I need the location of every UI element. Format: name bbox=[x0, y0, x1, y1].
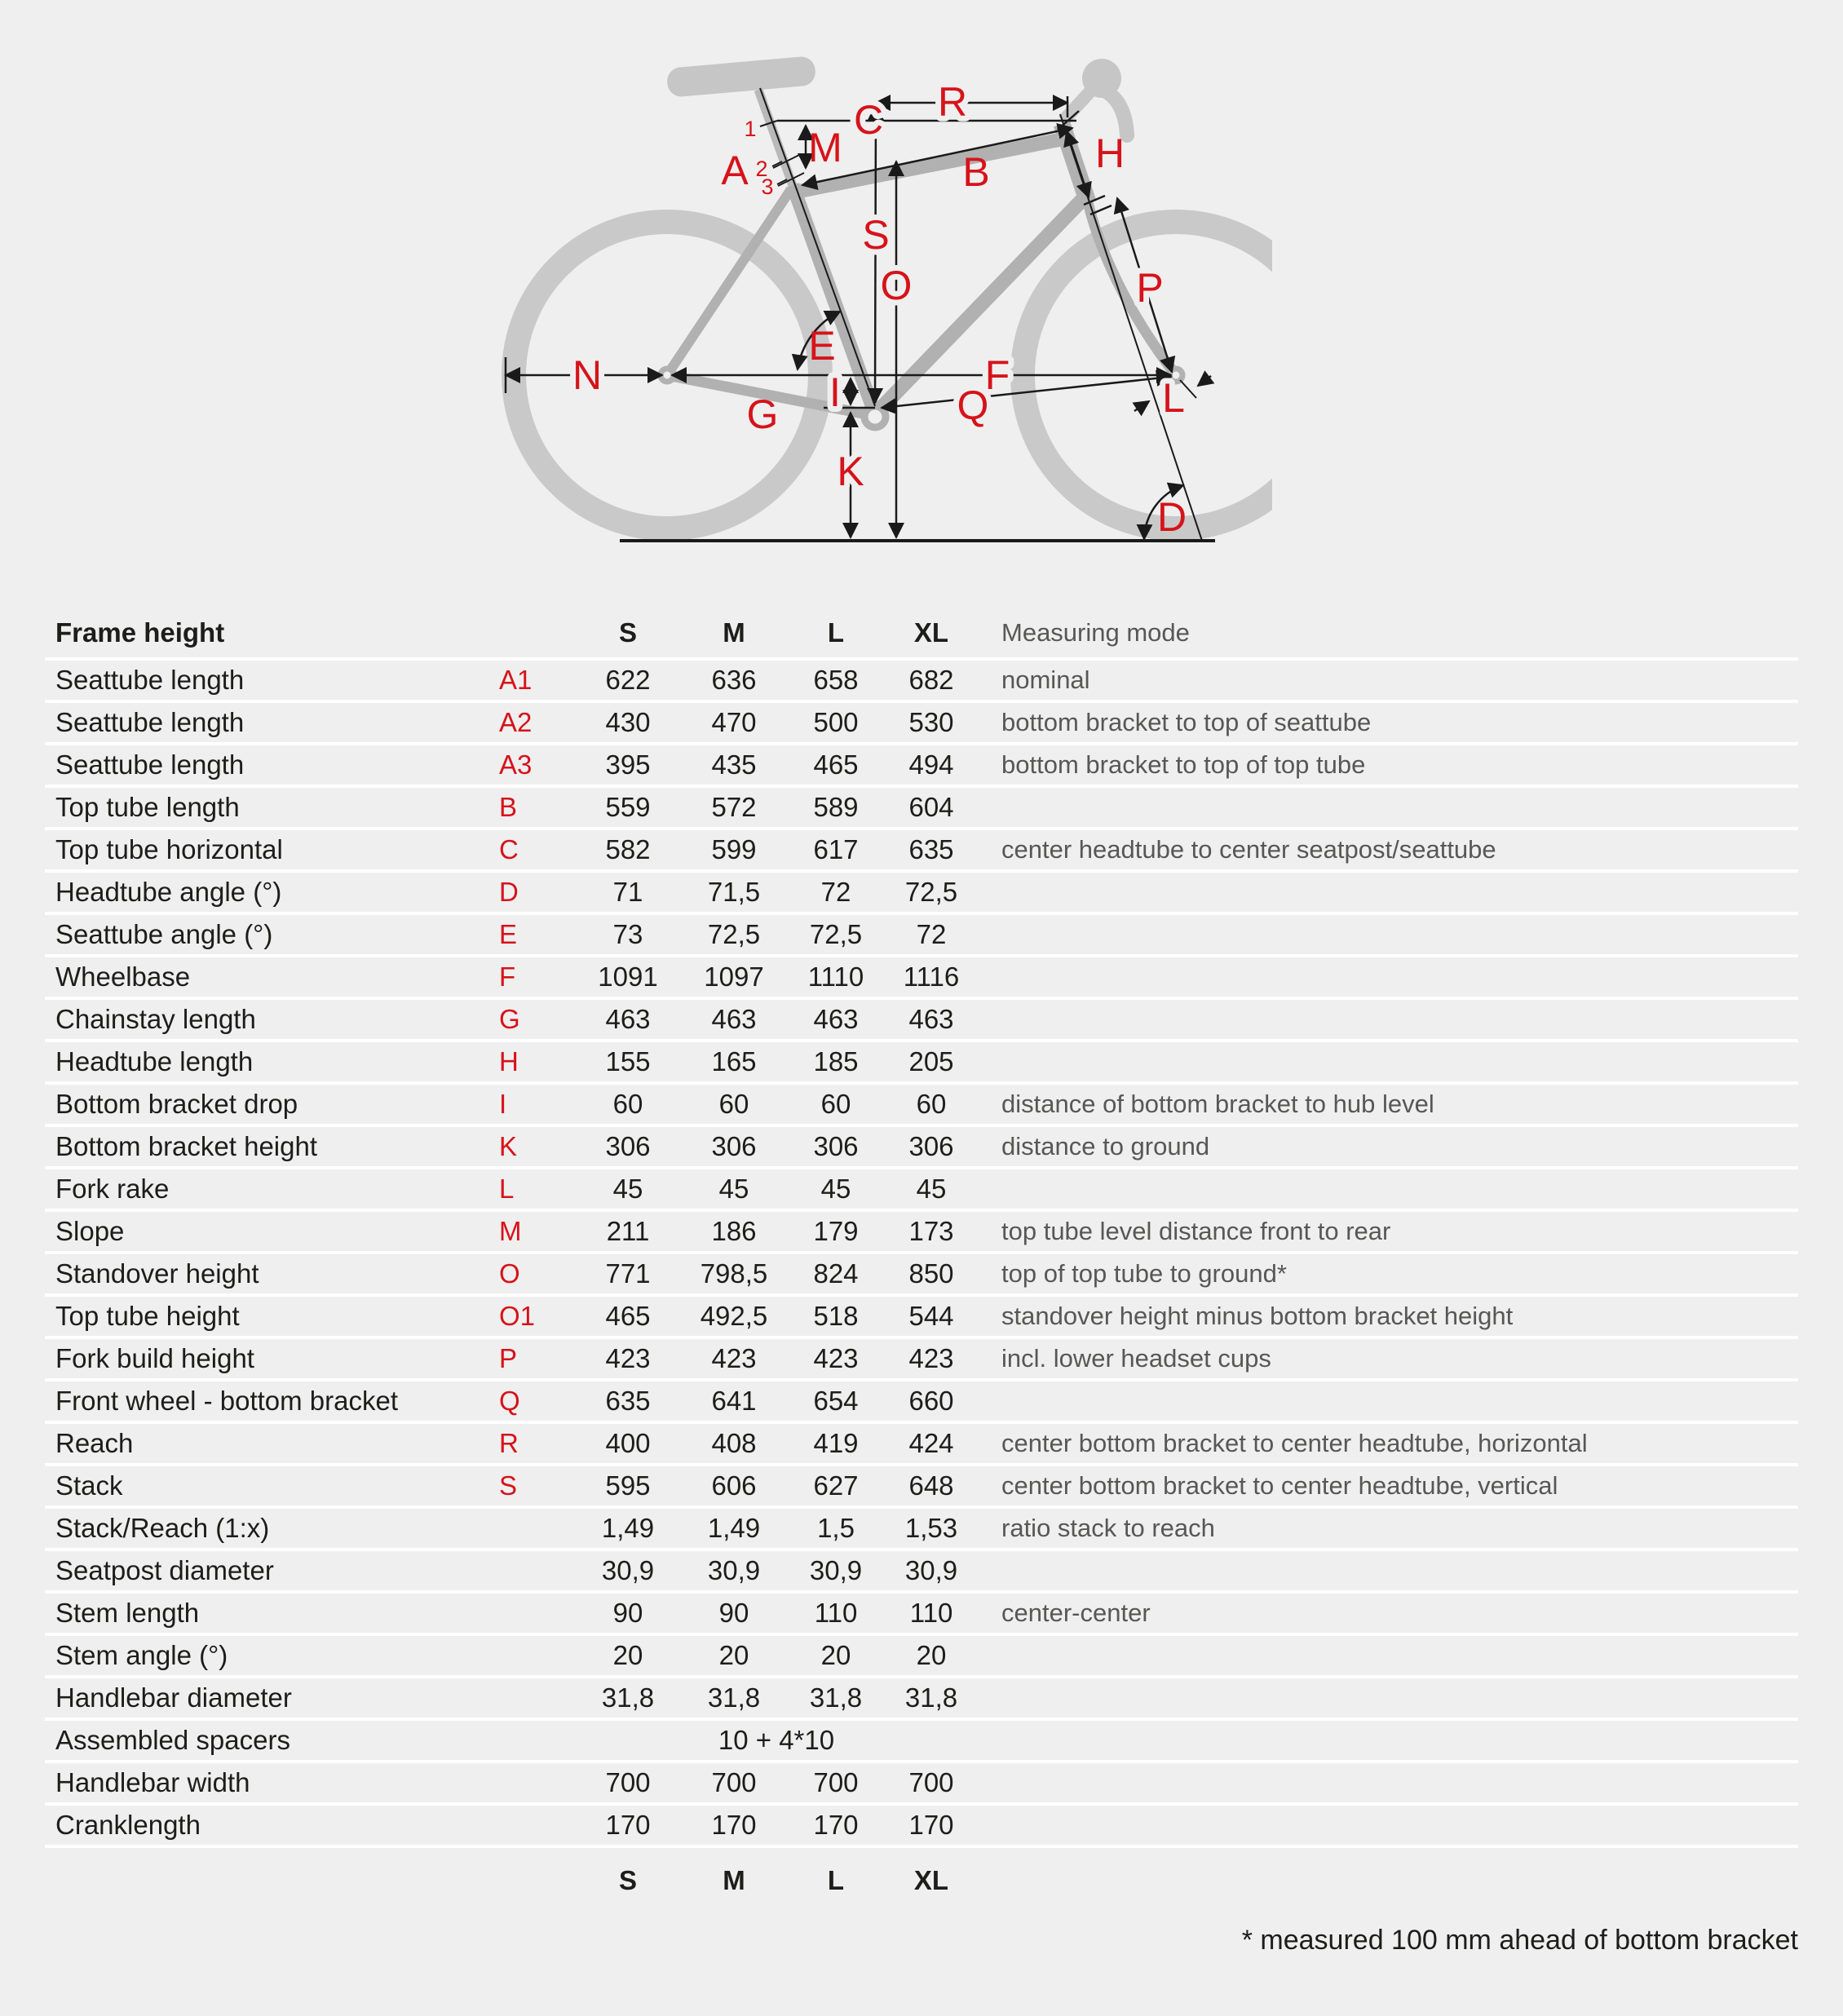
row-letter: M bbox=[499, 1216, 522, 1246]
row-value-m: 463 bbox=[711, 1004, 757, 1034]
row-value-xl: 604 bbox=[908, 792, 954, 822]
row-value-s: 211 bbox=[606, 1216, 650, 1246]
row-value-m: 186 bbox=[711, 1216, 757, 1246]
row-value-l: 1110 bbox=[807, 962, 864, 992]
dim-label-m: M bbox=[808, 125, 842, 170]
table-row bbox=[45, 703, 1798, 745]
table-row bbox=[45, 1339, 1798, 1382]
row-letter: A3 bbox=[499, 749, 533, 780]
table-header-row bbox=[45, 608, 1798, 661]
row-letter: D bbox=[499, 877, 519, 907]
table-row bbox=[45, 1721, 1798, 1763]
row-value-xl: 306 bbox=[908, 1131, 954, 1161]
table-row bbox=[45, 1085, 1798, 1127]
row-value-xl: 1,53 bbox=[904, 1513, 958, 1543]
row-value-xl: 660 bbox=[908, 1386, 954, 1416]
row-value-m: 572 bbox=[711, 792, 757, 822]
diagram-labels bbox=[572, 79, 1187, 540]
dim-label-i: I bbox=[829, 369, 841, 415]
table-row bbox=[45, 1382, 1798, 1424]
row-label: Top tube height bbox=[55, 1301, 240, 1331]
row-letter: L bbox=[499, 1174, 515, 1204]
row-value-s: 430 bbox=[605, 707, 651, 737]
row-value-s: 155 bbox=[605, 1046, 651, 1077]
row-letter: K bbox=[499, 1131, 518, 1161]
header-size-s: S bbox=[618, 617, 637, 648]
row-measuring-mode: distance to ground bbox=[1001, 1132, 1210, 1161]
row-value-s: 45 bbox=[612, 1174, 643, 1204]
row-label: Front wheel - bottom bracket bbox=[55, 1386, 399, 1416]
row-value-m: 798,5 bbox=[700, 1258, 768, 1289]
row-label: Top tube horizontal bbox=[55, 834, 283, 864]
dim-label-h: H bbox=[1094, 130, 1125, 176]
dim-label-c: C bbox=[853, 97, 884, 143]
row-value-xl: 110 bbox=[909, 1598, 953, 1628]
row-value-l: 419 bbox=[813, 1428, 859, 1458]
row-value-xl: 30,9 bbox=[904, 1555, 958, 1585]
row-value-xl: 424 bbox=[908, 1428, 954, 1458]
footer-size-s: S bbox=[618, 1865, 637, 1895]
row-letter: H bbox=[499, 1046, 519, 1077]
row-measuring-mode: top of top tube to ground* bbox=[1001, 1259, 1287, 1288]
row-value-xl: 45 bbox=[916, 1174, 947, 1204]
header-size-l: L bbox=[827, 617, 845, 648]
bike-geometry-diagram bbox=[457, 24, 1272, 571]
table-row bbox=[45, 1806, 1798, 1848]
dim-l-arrow-b bbox=[1134, 401, 1149, 411]
row-value-xl: 850 bbox=[908, 1258, 954, 1289]
header-size-xl: XL bbox=[913, 617, 949, 648]
row-label: Cranklength bbox=[55, 1810, 201, 1840]
bottom-bracket bbox=[864, 406, 886, 427]
row-label: Bottom bracket drop bbox=[55, 1089, 298, 1119]
row-span-value: 10 + 4*10 bbox=[718, 1725, 835, 1755]
table-body bbox=[45, 661, 1798, 1848]
row-value-m: 20 bbox=[718, 1640, 749, 1670]
row-value-l: 627 bbox=[813, 1470, 859, 1501]
row-value-l: 72,5 bbox=[809, 919, 863, 949]
table-row bbox=[45, 1297, 1798, 1339]
row-value-m: 700 bbox=[711, 1767, 757, 1797]
row-value-m: 45 bbox=[718, 1174, 749, 1204]
table-row bbox=[45, 788, 1798, 830]
row-letter: O bbox=[499, 1258, 520, 1289]
row-value-xl: 700 bbox=[908, 1767, 954, 1797]
row-label: Handlebar width bbox=[55, 1767, 250, 1797]
dim-label-a: A bbox=[721, 148, 749, 193]
table-row bbox=[45, 1763, 1798, 1806]
rear-hub bbox=[661, 369, 674, 382]
row-label: Standover height bbox=[55, 1258, 259, 1289]
table-row bbox=[45, 1212, 1798, 1254]
row-value-s: 1,49 bbox=[601, 1513, 655, 1543]
row-value-xl: 60 bbox=[916, 1089, 947, 1119]
row-measuring-mode: center bottom bracket to center headtube, vertical bbox=[1001, 1471, 1558, 1500]
dim-label-3: 3 bbox=[761, 175, 774, 199]
dim-label-r: R bbox=[937, 79, 968, 125]
row-label: Assembled spacers bbox=[55, 1725, 290, 1755]
row-value-s: 559 bbox=[605, 792, 651, 822]
row-value-m: 492,5 bbox=[700, 1301, 768, 1331]
row-value-m: 1097 bbox=[704, 962, 764, 992]
row-value-l: 658 bbox=[813, 665, 859, 695]
row-label: Stack bbox=[55, 1470, 123, 1501]
row-value-m: 408 bbox=[711, 1428, 757, 1458]
row-value-s: 700 bbox=[605, 1767, 651, 1797]
table-row bbox=[45, 1594, 1798, 1636]
saddle bbox=[666, 55, 816, 98]
row-value-m: 641 bbox=[711, 1386, 757, 1416]
row-letter: O1 bbox=[499, 1301, 536, 1331]
table-row bbox=[45, 1466, 1798, 1509]
row-value-xl: 494 bbox=[908, 749, 954, 780]
table-row bbox=[45, 1169, 1798, 1212]
row-value-s: 595 bbox=[605, 1470, 651, 1501]
row-measuring-mode: standover height minus bottom bracket height bbox=[1001, 1302, 1514, 1330]
table-row bbox=[45, 957, 1798, 1000]
row-value-s: 1091 bbox=[598, 962, 658, 992]
table-row bbox=[45, 873, 1798, 915]
table-row bbox=[45, 1678, 1798, 1721]
row-measuring-mode: top tube level distance front to rear bbox=[1001, 1217, 1391, 1245]
row-letter: F bbox=[499, 962, 516, 992]
dim-label-l: L bbox=[1162, 375, 1185, 421]
row-value-l: 31,8 bbox=[809, 1682, 863, 1713]
dim-b-line bbox=[802, 128, 1072, 185]
row-letter: G bbox=[499, 1004, 520, 1034]
footnote: * measured 100 mm ahead of bottom bracket bbox=[1241, 1925, 1798, 1956]
header-measuring-mode: Measuring mode bbox=[1001, 617, 1190, 647]
table-footer-row bbox=[45, 1861, 1798, 1900]
row-measuring-mode: distance of bottom bracket to hub level bbox=[1001, 1090, 1434, 1118]
table-row bbox=[45, 1042, 1798, 1085]
dim-label-2: 2 bbox=[755, 157, 768, 181]
row-value-m: 72,5 bbox=[707, 919, 761, 949]
row-value-xl: 463 bbox=[908, 1004, 954, 1034]
row-measuring-mode: bottom bracket to top of top tube bbox=[1001, 750, 1366, 779]
row-value-s: 582 bbox=[605, 834, 651, 864]
row-value-m: 90 bbox=[718, 1598, 749, 1628]
row-measuring-mode: center bottom bracket to center headtube, horizontal bbox=[1001, 1429, 1588, 1457]
row-value-l: 20 bbox=[820, 1640, 851, 1670]
row-value-s: 71 bbox=[612, 877, 643, 907]
row-value-m: 606 bbox=[711, 1470, 757, 1501]
row-measuring-mode: nominal bbox=[1001, 665, 1090, 694]
row-label: Seattube length bbox=[55, 665, 245, 695]
row-letter: E bbox=[499, 919, 518, 949]
row-value-xl: 20 bbox=[916, 1640, 947, 1670]
row-value-s: 622 bbox=[605, 665, 651, 695]
row-value-m: 1,49 bbox=[707, 1513, 761, 1543]
table-row bbox=[45, 1424, 1798, 1466]
dim-label-s: S bbox=[862, 212, 890, 258]
row-value-l: 654 bbox=[813, 1386, 859, 1416]
row-label: Stack/Reach (1:x) bbox=[55, 1513, 270, 1543]
row-value-s: 635 bbox=[605, 1386, 651, 1416]
row-label: Handlebar diameter bbox=[55, 1682, 292, 1713]
row-label: Bottom bracket height bbox=[55, 1131, 318, 1161]
row-value-xl: 31,8 bbox=[904, 1682, 958, 1713]
row-label: Seattube length bbox=[55, 707, 245, 737]
table-row bbox=[45, 1509, 1798, 1551]
row-label: Wheelbase bbox=[55, 962, 191, 992]
row-label: Fork build height bbox=[55, 1343, 254, 1373]
row-value-l: 185 bbox=[813, 1046, 859, 1077]
row-value-xl: 173 bbox=[908, 1216, 954, 1246]
row-measuring-mode: center-center bbox=[1001, 1598, 1151, 1627]
row-value-xl: 423 bbox=[908, 1343, 954, 1373]
row-value-xl: 530 bbox=[908, 707, 954, 737]
row-label: Headtube length bbox=[55, 1046, 254, 1077]
row-label: Stem angle (°) bbox=[55, 1640, 228, 1670]
row-letter: S bbox=[499, 1470, 518, 1501]
dim-label-p: P bbox=[1136, 265, 1164, 311]
row-value-s: 395 bbox=[605, 749, 651, 780]
dim-label-o: O bbox=[880, 263, 913, 308]
row-value-s: 170 bbox=[605, 1810, 651, 1840]
row-label: Top tube length bbox=[55, 792, 240, 822]
row-value-xl: 635 bbox=[908, 834, 954, 864]
dim-l-arrow-a bbox=[1198, 376, 1211, 386]
dim-label-k: K bbox=[837, 449, 864, 494]
table-row bbox=[45, 1000, 1798, 1042]
row-value-s: 30,9 bbox=[601, 1555, 655, 1585]
row-value-xl: 682 bbox=[908, 665, 954, 695]
row-value-m: 636 bbox=[711, 665, 757, 695]
row-value-xl: 544 bbox=[908, 1301, 954, 1331]
dim-label-d: D bbox=[1156, 494, 1187, 540]
table-row bbox=[45, 745, 1798, 788]
row-value-m: 423 bbox=[711, 1343, 757, 1373]
row-value-l: 500 bbox=[813, 707, 859, 737]
row-value-xl: 72,5 bbox=[904, 877, 958, 907]
row-value-l: 617 bbox=[813, 834, 859, 864]
row-measuring-mode: ratio stack to reach bbox=[1001, 1514, 1215, 1542]
table-row bbox=[45, 915, 1798, 957]
row-value-s: 31,8 bbox=[601, 1682, 655, 1713]
row-value-s: 465 bbox=[605, 1301, 651, 1331]
row-letter: A2 bbox=[499, 707, 533, 737]
row-value-l: 463 bbox=[813, 1004, 859, 1034]
row-letter: P bbox=[499, 1343, 518, 1373]
row-value-l: 1,5 bbox=[817, 1513, 855, 1543]
row-label: Fork rake bbox=[55, 1174, 170, 1204]
row-letter: Q bbox=[499, 1386, 520, 1416]
table-title: Frame height bbox=[55, 617, 225, 648]
row-label: Seatpost diameter bbox=[55, 1555, 274, 1585]
row-value-xl: 1116 bbox=[903, 962, 960, 992]
row-value-l: 110 bbox=[814, 1598, 858, 1628]
row-value-xl: 648 bbox=[908, 1470, 954, 1501]
row-label: Seattube angle (°) bbox=[55, 919, 273, 949]
bike-diagram-svg bbox=[457, 24, 1272, 571]
table-row bbox=[45, 1254, 1798, 1297]
row-value-l: 589 bbox=[813, 792, 859, 822]
row-value-l: 518 bbox=[813, 1301, 859, 1331]
row-value-m: 306 bbox=[711, 1131, 757, 1161]
brake-lever bbox=[1106, 91, 1127, 135]
dim-label-q: Q bbox=[957, 382, 989, 428]
row-letter: B bbox=[499, 792, 518, 822]
row-value-l: 465 bbox=[813, 749, 859, 780]
row-value-s: 771 bbox=[605, 1258, 651, 1289]
row-value-xl: 205 bbox=[908, 1046, 954, 1077]
dim-label-n: N bbox=[572, 352, 603, 398]
row-value-l: 423 bbox=[813, 1343, 859, 1373]
row-value-xl: 170 bbox=[908, 1810, 954, 1840]
row-value-s: 73 bbox=[612, 919, 643, 949]
table-row bbox=[45, 1636, 1798, 1678]
row-value-s: 423 bbox=[605, 1343, 651, 1373]
table-row bbox=[45, 830, 1798, 873]
row-value-m: 30,9 bbox=[707, 1555, 761, 1585]
table-row bbox=[45, 1551, 1798, 1594]
row-label: Stem length bbox=[55, 1598, 200, 1628]
row-value-l: 72 bbox=[820, 877, 851, 907]
row-value-m: 71,5 bbox=[707, 877, 761, 907]
footer-size-xl: XL bbox=[913, 1865, 949, 1895]
row-value-l: 700 bbox=[813, 1767, 859, 1797]
row-measuring-mode: incl. lower headset cups bbox=[1001, 1344, 1271, 1373]
row-value-s: 20 bbox=[612, 1640, 643, 1670]
table-row bbox=[45, 1127, 1798, 1169]
footer-size-l: L bbox=[827, 1865, 845, 1895]
row-measuring-mode: center headtube to center seatpost/seattube bbox=[1001, 835, 1496, 864]
geometry-table bbox=[45, 608, 1798, 1900]
row-letter: R bbox=[499, 1428, 519, 1458]
row-measuring-mode: bottom bracket to top of seattube bbox=[1001, 708, 1372, 736]
row-label: Headtube angle (°) bbox=[55, 877, 282, 907]
dim-label-1: 1 bbox=[744, 117, 757, 141]
row-value-l: 30,9 bbox=[809, 1555, 863, 1585]
row-letter: C bbox=[499, 834, 519, 864]
row-value-l: 179 bbox=[813, 1216, 859, 1246]
row-value-l: 170 bbox=[813, 1810, 859, 1840]
row-value-l: 60 bbox=[820, 1089, 851, 1119]
dim-label-b: B bbox=[962, 149, 990, 195]
row-value-m: 470 bbox=[711, 707, 757, 737]
row-value-s: 463 bbox=[605, 1004, 651, 1034]
row-value-m: 165 bbox=[711, 1046, 757, 1077]
row-value-s: 90 bbox=[612, 1598, 643, 1628]
dim-label-e: E bbox=[808, 323, 836, 369]
row-value-s: 60 bbox=[612, 1089, 643, 1119]
dim-label-f: F bbox=[984, 352, 1010, 398]
row-value-m: 31,8 bbox=[707, 1682, 761, 1713]
dim-label-g: G bbox=[746, 391, 779, 437]
row-label: Reach bbox=[55, 1428, 134, 1458]
row-value-s: 306 bbox=[605, 1131, 651, 1161]
row-value-l: 824 bbox=[813, 1258, 859, 1289]
row-value-m: 599 bbox=[711, 834, 757, 864]
row-value-m: 60 bbox=[718, 1089, 749, 1119]
row-value-m: 435 bbox=[711, 749, 757, 780]
head-tube bbox=[1062, 124, 1088, 202]
row-value-m: 170 bbox=[711, 1810, 757, 1840]
table-row bbox=[45, 661, 1798, 703]
row-label: Seattube length bbox=[55, 749, 245, 780]
footer-size-m: M bbox=[723, 1865, 745, 1895]
row-value-l: 306 bbox=[813, 1131, 859, 1161]
row-value-s: 400 bbox=[605, 1428, 651, 1458]
row-value-l: 45 bbox=[820, 1174, 851, 1204]
row-label: Slope bbox=[55, 1216, 125, 1246]
row-value-xl: 72 bbox=[916, 919, 947, 949]
row-label: Chainstay length bbox=[55, 1004, 256, 1034]
row-letter: A1 bbox=[499, 665, 533, 695]
row-letter: I bbox=[499, 1089, 507, 1119]
header-size-m: M bbox=[723, 617, 745, 648]
